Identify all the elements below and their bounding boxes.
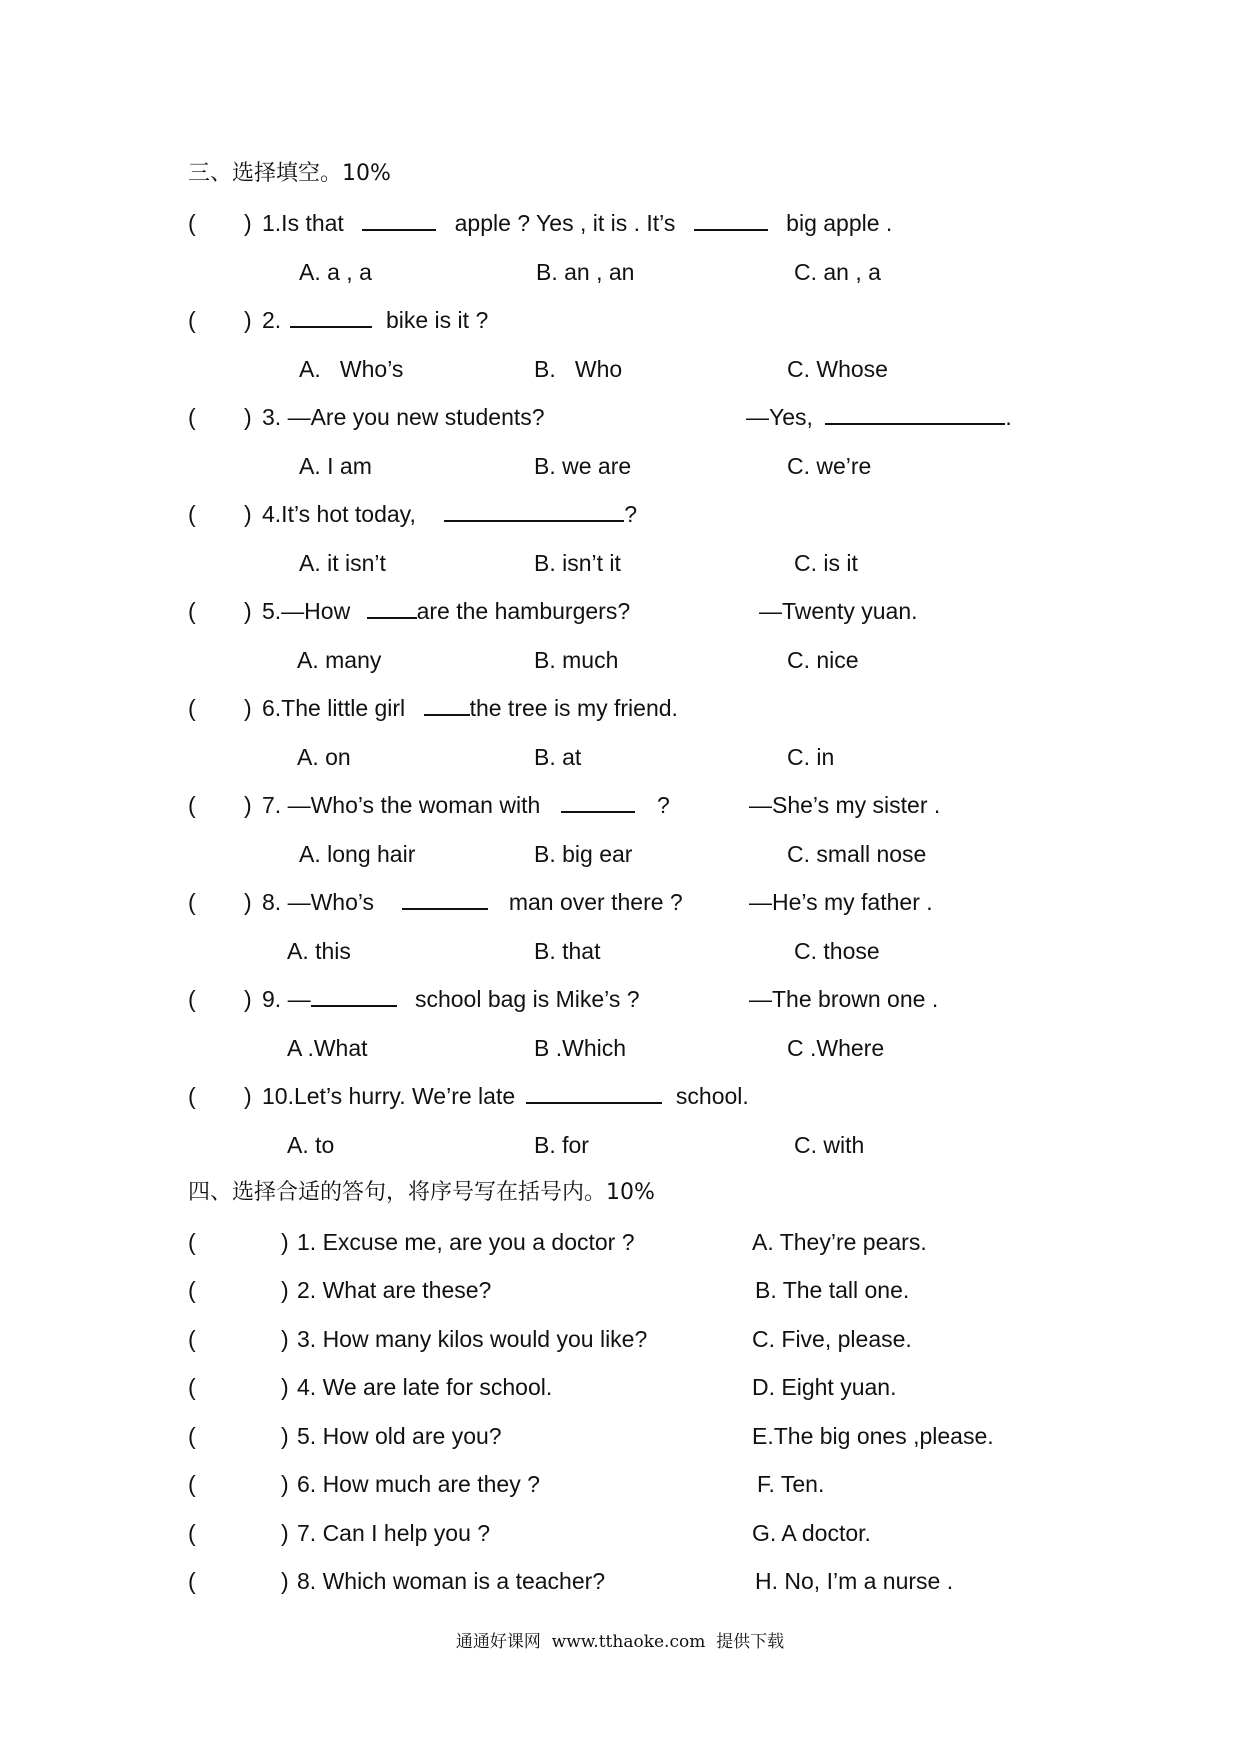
matching-row: [0, 1517, 1240, 1549]
answer-paren-open: (: [188, 695, 196, 721]
question-7-options: [0, 838, 1240, 870]
answer-paren-open: (: [188, 1423, 196, 1449]
matching-question: 7. Can I help you ?: [297, 1520, 491, 1546]
question-5-reply: —Twenty yuan.: [759, 598, 918, 624]
answer-paren-open: (: [188, 1277, 196, 1303]
matching-answer: G. A doctor.: [752, 1520, 871, 1546]
option-c: C. small nose: [787, 841, 927, 867]
question-6-text-start: 6.The little girl: [262, 695, 406, 721]
answer-paren-open: (: [188, 307, 196, 333]
matching-question: 6. How much are they ?: [297, 1471, 540, 1497]
question-1-line: [0, 207, 1240, 239]
question-8-line: [0, 886, 1240, 918]
question-10-options: [0, 1129, 1240, 1161]
answer-blank[interactable]: [367, 595, 417, 619]
option-a: A. to: [287, 1132, 335, 1158]
matching-question: 5. How old are you?: [297, 1423, 502, 1449]
matching-question: 2. What are these?: [297, 1277, 492, 1303]
answer-blank[interactable]: [402, 886, 488, 910]
answer-paren-open: (: [188, 889, 196, 915]
answer-paren-open: (: [188, 1083, 196, 1109]
question-1-text-start: 1.Is that: [262, 210, 344, 236]
answer-paren-open: (: [188, 1520, 196, 1546]
answer-blank[interactable]: [362, 207, 436, 231]
option-a: A. I am: [299, 453, 372, 479]
answer-blank[interactable]: [526, 1080, 662, 1104]
question-2-options: [0, 353, 1240, 385]
question-6-options: [0, 741, 1240, 773]
question-3-text: 3. —Are you new students?: [262, 404, 545, 430]
option-b: B. at: [534, 744, 582, 770]
question-4-text-end: ?: [624, 501, 638, 527]
matching-row: [0, 1565, 1240, 1597]
option-c: C. Whose: [787, 356, 888, 382]
option-a: A. many: [297, 647, 382, 673]
option-b: B. big ear: [534, 841, 633, 867]
answer-paren-open: (: [188, 501, 196, 527]
matching-answer: A. They’re pears.: [752, 1229, 927, 1255]
option-b: B. Who: [534, 356, 623, 382]
matching-question: 4. We are late for school.: [297, 1374, 553, 1400]
question-10-text-start: 10.Let’s hurry. We’re late: [262, 1083, 516, 1109]
matching-row: [0, 1468, 1240, 1500]
answer-blank[interactable]: [444, 498, 624, 522]
question-4-line: [0, 498, 1240, 530]
answer-paren-close: ): [244, 986, 252, 1012]
question-3-options: [0, 450, 1240, 482]
option-a: A. long hair: [299, 841, 416, 867]
option-c: C. an , a: [794, 259, 881, 285]
option-a: A. this: [287, 938, 351, 964]
question-9-text-start: 9. —: [262, 986, 311, 1012]
question-2-text-start: 2.: [262, 307, 282, 333]
matching-row: [0, 1274, 1240, 1306]
matching-answer: D. Eight yuan.: [752, 1374, 897, 1400]
answer-paren-open: (: [188, 404, 196, 430]
option-b: B. that: [534, 938, 601, 964]
answer-paren-close: ): [244, 404, 252, 430]
question-2-line: [0, 304, 1240, 336]
question-3-line: [0, 401, 1240, 433]
question-1-text-end: big apple .: [786, 210, 893, 236]
answer-paren-close: ): [281, 1423, 289, 1449]
question-5-text-start: 5.—How: [262, 598, 351, 624]
answer-blank[interactable]: [825, 401, 1005, 425]
answer-paren-close: ): [281, 1229, 289, 1255]
answer-paren-open: (: [188, 1374, 196, 1400]
option-c: C. in: [787, 744, 835, 770]
question-3-reply: —Yes,: [746, 404, 813, 430]
question-3-reply-end: .: [1005, 404, 1012, 430]
option-c: C .Where: [787, 1035, 885, 1061]
question-6-text-end: the tree is my friend.: [469, 695, 678, 721]
answer-paren-close: ): [244, 307, 252, 333]
matching-answer: B. The tall one.: [755, 1277, 910, 1303]
option-a: A. on: [297, 744, 351, 770]
question-8-text-start: 8. —Who’s: [262, 889, 375, 915]
answer-blank[interactable]: [311, 983, 397, 1007]
answer-blank[interactable]: [561, 789, 635, 813]
option-c: C. is it: [794, 550, 858, 576]
answer-paren-close: ): [244, 695, 252, 721]
answer-paren-open: (: [188, 598, 196, 624]
question-5-line: [0, 595, 1240, 627]
answer-paren-close: ): [281, 1374, 289, 1400]
answer-paren-close: ): [244, 598, 252, 624]
option-b: B .Which: [534, 1035, 627, 1061]
option-b: B. for: [534, 1132, 589, 1158]
question-7-reply: —She’s my sister .: [749, 792, 941, 818]
matching-row: [0, 1420, 1240, 1452]
question-8-options: [0, 935, 1240, 967]
matching-answer: H. No, I’m a nurse .: [755, 1568, 954, 1594]
answer-paren-open: (: [188, 210, 196, 236]
option-c: C. with: [794, 1132, 865, 1158]
matching-row: [0, 1226, 1240, 1258]
matching-row: [0, 1323, 1240, 1355]
answer-paren-open: (: [188, 986, 196, 1012]
answer-paren-close: ): [244, 792, 252, 818]
question-4-options: [0, 547, 1240, 579]
answer-paren-close: ): [244, 889, 252, 915]
question-10-text-end: school.: [675, 1083, 749, 1109]
matching-question: 8. Which woman is a teacher?: [297, 1568, 606, 1594]
answer-paren-close: ): [244, 1083, 252, 1109]
question-6-line: [0, 692, 1240, 724]
question-7-line: [0, 789, 1240, 821]
question-5-options: [0, 644, 1240, 676]
option-a: A. it isn’t: [299, 550, 386, 576]
answer-paren-open: (: [188, 792, 196, 818]
question-1-options: [0, 256, 1240, 288]
question-9-text-end: school bag is Mike’s ?: [414, 986, 640, 1012]
option-b: B. an , an: [536, 259, 635, 285]
matching-question: 1. Excuse me, are you a doctor ?: [297, 1229, 635, 1255]
footer-source-credit: 通通好课网 www.tthaoke.com 提供下载: [455, 1632, 785, 1652]
answer-paren-close: ): [281, 1277, 289, 1303]
matching-answer: F. Ten.: [757, 1471, 825, 1497]
option-a: A. Who’s: [299, 356, 404, 382]
question-2-text-end: bike is it ?: [385, 307, 489, 333]
question-7-text-start: 7. —Who’s the woman with: [262, 792, 541, 818]
matching-answer: C. Five, please.: [752, 1326, 912, 1352]
answer-paren-close: ): [281, 1520, 289, 1546]
question-8-text-end: man over there ?: [508, 889, 683, 915]
answer-blank[interactable]: [694, 207, 768, 231]
section-3-heading: 三、选择填空。10%: [188, 161, 391, 186]
matching-row: [0, 1371, 1240, 1403]
answer-paren-open: (: [188, 1229, 196, 1255]
option-b: B. isn’t it: [534, 550, 621, 576]
answer-paren-close: ): [244, 501, 252, 527]
question-8-reply: —He’s my father .: [749, 889, 933, 915]
matching-question: 3. How many kilos would you like?: [297, 1326, 648, 1352]
section-4-heading: 四、选择合适的答句，将序号写在括号内。10%: [188, 1180, 655, 1205]
question-4-text-start: 4.It’s hot today,: [262, 501, 416, 527]
option-a: A .What: [287, 1035, 368, 1061]
answer-paren-close: ): [281, 1471, 289, 1497]
option-c: C. those: [794, 938, 880, 964]
answer-paren-close: ): [244, 210, 252, 236]
answer-paren-open: (: [188, 1568, 196, 1594]
matching-answer: E.The big ones ,please.: [752, 1423, 994, 1449]
answer-blank[interactable]: [290, 304, 372, 328]
question-9-line: [0, 983, 1240, 1015]
question-5-text-end: are the hamburgers?: [416, 598, 631, 624]
question-9-options: [0, 1032, 1240, 1064]
answer-paren-open: (: [188, 1326, 196, 1352]
question-7-text-end: ?: [657, 792, 670, 818]
option-b: B. we are: [534, 453, 632, 479]
answer-paren-close: ): [281, 1568, 289, 1594]
question-1-text-middle: apple ? Yes , it is . It’s: [454, 210, 676, 236]
option-c: C. we’re: [787, 453, 872, 479]
question-9-reply: —The brown one .: [749, 986, 939, 1012]
option-a: A. a , a: [299, 259, 372, 285]
answer-paren-close: ): [281, 1326, 289, 1352]
option-c: C. nice: [787, 647, 859, 673]
answer-blank[interactable]: [424, 692, 470, 716]
question-10-line: [0, 1080, 1240, 1112]
option-b: B. much: [534, 647, 619, 673]
answer-paren-open: (: [188, 1471, 196, 1497]
